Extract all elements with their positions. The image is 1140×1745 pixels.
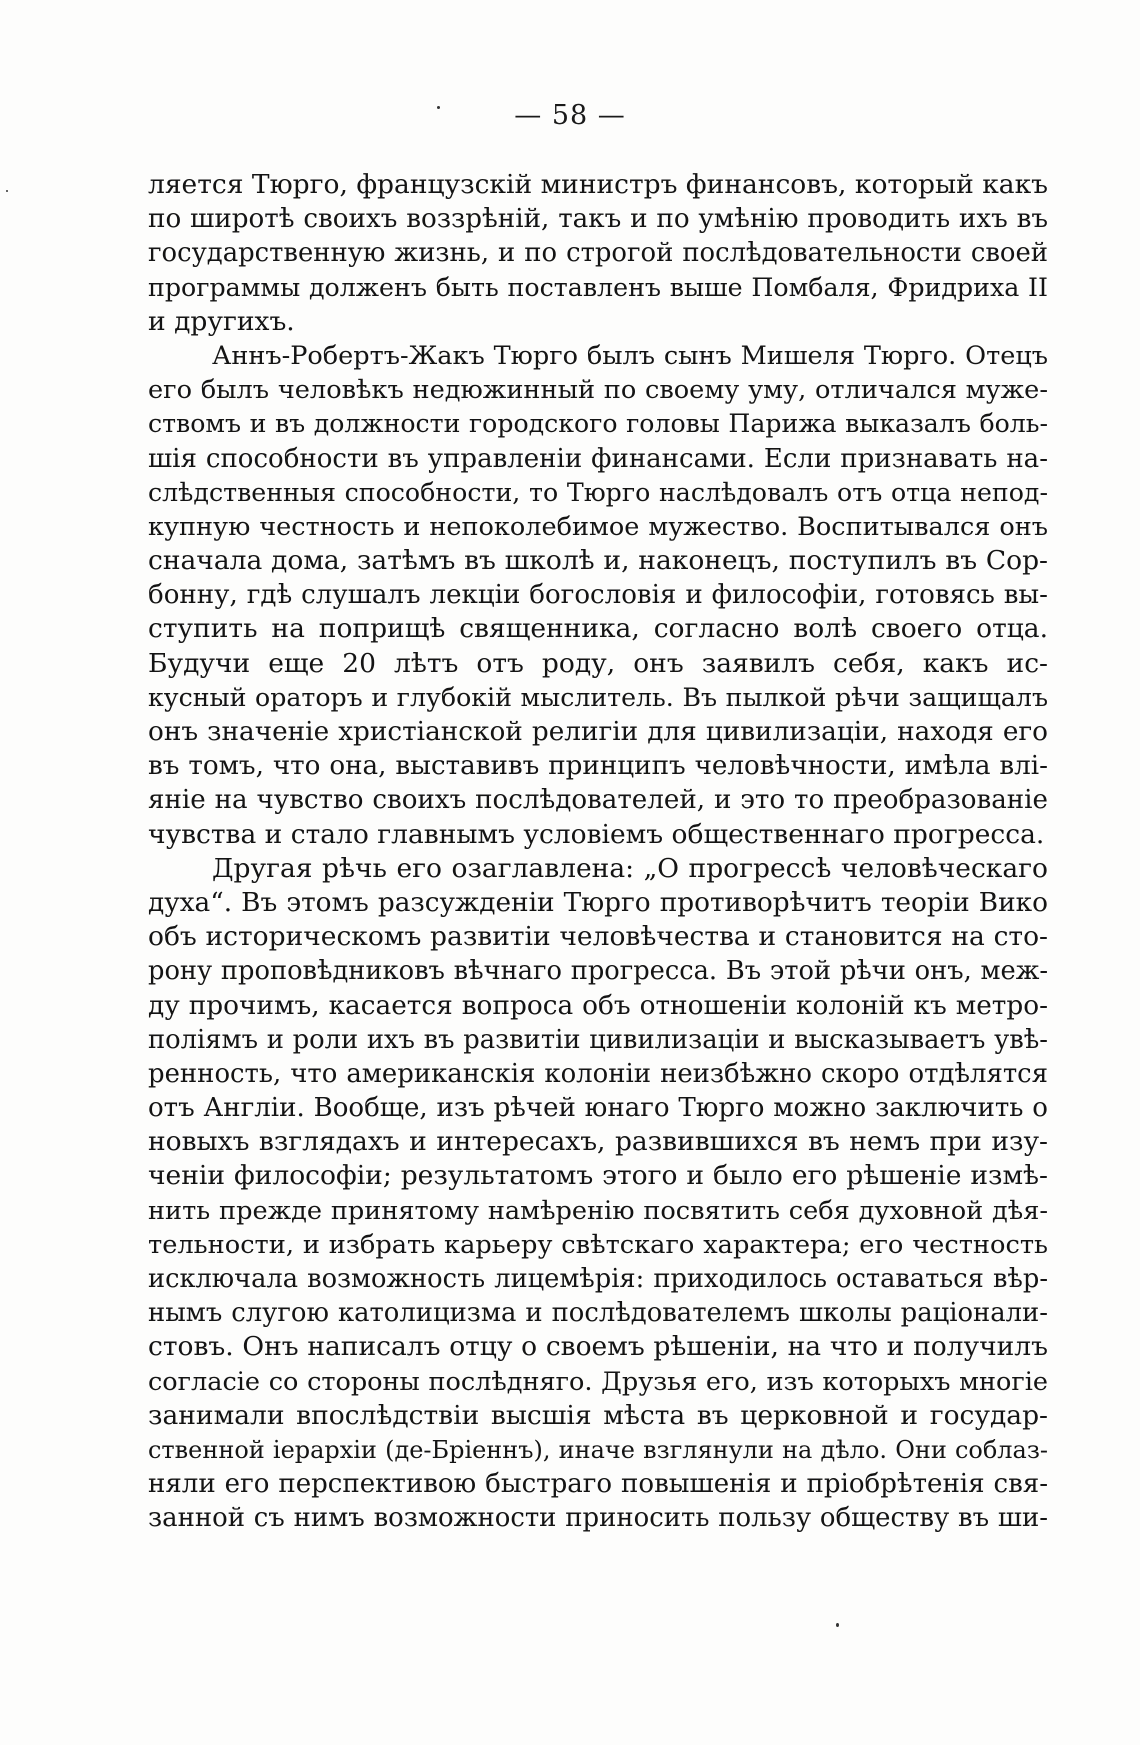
text-line: чувства и стало главнымъ условіемъ общественнаго прогресса. xyxy=(148,818,1045,850)
text-line: яніе на чувство своихъ послѣдователей, и это то преобразованіе xyxy=(148,785,1048,816)
text-line: занной съ нимъ возможности приносить пользу обществу въ ши- xyxy=(148,1503,1048,1534)
text-line: ду прочимъ, касается вопроса объ отношеніи колоній къ метро- xyxy=(148,990,1048,1021)
text-line: онъ значеніе христіанской религіи для цивилизаціи, находя его xyxy=(148,717,1048,747)
text-line: нымъ слугою католицизма и послѣдователемъ школы раціонали- xyxy=(148,1298,1048,1329)
text-line: нить прежде принятому намѣренію посвятить себя духовной дѣя- xyxy=(148,1195,1048,1226)
text-line: Аннъ-Робертъ-Жакъ Тюрго былъ сынъ Мишеля Тюрго. Отецъ xyxy=(212,340,1048,371)
text-line: программы долженъ быть поставленъ выше Помбаля, Фридриха II xyxy=(148,272,1048,302)
text-line: новыхъ взглядахъ и интересахъ, развившихся въ немъ при изу- xyxy=(148,1126,1048,1158)
paragraph-3 xyxy=(148,852,1048,1536)
text-line: купную честность и непоколебимое мужество. Воспитывался онъ xyxy=(148,511,1048,542)
ink-speck xyxy=(437,106,440,109)
text-line: отъ Англіи. Вообще, изъ рѣчей юнаго Тюрго можно заключить о xyxy=(148,1093,1048,1124)
text-line: тельности, и избрать карьеру свѣтскаго характера; его честность xyxy=(148,1229,1048,1260)
text-line: исключала возможность лицемѣрія: приходилось оставаться вѣр- xyxy=(148,1264,1048,1294)
ink-speck xyxy=(6,190,8,192)
text-line: Другая рѣчь его озаглавлена: „О прогрессѣ человѣческаго xyxy=(212,852,1048,884)
paragraph-1 xyxy=(148,168,1048,339)
text-line: шія способности въ управленіи финансами. Если признавать на- xyxy=(148,443,1048,474)
text-line: государственную жизнь, и по строгой послѣдовательности своей xyxy=(148,238,1048,269)
text-line: объ историческомъ развитіи человѣчества и становится на сто- xyxy=(148,921,1048,953)
text-line: въ томъ, что она, выставивъ принципъ человѣчности, имѣла влі- xyxy=(148,751,1048,782)
text-line: рону проповѣдниковъ вѣчнаго прогресса. Въ этой рѣчи онъ, меж- xyxy=(148,956,1048,987)
text-line: занимали впослѣдствіи высшія мѣста въ церковной и государ- xyxy=(148,1399,1048,1431)
text-line: ренность, что американскія колоніи неизбѣжно скоро отдѣлятся xyxy=(148,1058,1048,1089)
text-line: няли его перспективою быстраго повышенія и пріобрѣтенія свя- xyxy=(148,1469,1048,1500)
text-line: ственной іерархіи (де-Бріеннъ), иначе взглянули на дѣло. Они соблаз- xyxy=(148,1435,1048,1464)
text-line: ченіи философіи; результатомъ этого и было его рѣшеніе измѣ- xyxy=(148,1160,1048,1192)
text-line: слѣдственныя способности, то Тюрго наслѣдовалъ отъ отца непод- xyxy=(148,477,1048,507)
text-line: Будучи еще 20 лѣтъ отъ роду, онъ заявилъ себя, какъ ис- xyxy=(148,647,1048,679)
text-line: бонну, гдѣ слушалъ лекціи богословія и философіи, готовясь вы- xyxy=(148,580,1048,611)
paragraph-2 xyxy=(148,339,1048,852)
text-line: ступить на поприщѣ священника, согласно волѣ своего отца. xyxy=(148,613,1048,645)
text-line: сначала дома, затѣмъ въ школѣ и, наконецъ, поступилъ въ Сор- xyxy=(148,545,1048,577)
text-line: ствомъ и въ должности городского головы Парижа выказалъ боль- xyxy=(148,409,1048,439)
text-line: ляется Тюрго, французскій министръ финансовъ, который какъ xyxy=(148,169,1048,200)
text-line: кусный ораторъ и глубокій мыслитель. Въ пылкой рѣчи защищалъ xyxy=(148,682,1048,712)
text-line: и другихъ. xyxy=(148,305,295,337)
text-line: поліямъ и роли ихъ въ развитіи цивилизаціи и высказываетъ увѣ- xyxy=(148,1024,1048,1055)
body-text xyxy=(148,168,1048,1536)
ink-speck xyxy=(836,1623,839,1627)
page-number: — 58 — xyxy=(514,100,626,131)
text-line: стовъ. Онъ написалъ отцу о своемъ рѣшеніи, на что и получилъ xyxy=(148,1331,1048,1363)
text-line: его былъ человѣкъ недюжинный по своему уму, отличался муже- xyxy=(148,375,1048,406)
text-line: согласіе со стороны послѣдняго. Друзья его, изъ которыхъ многіе xyxy=(148,1366,1048,1397)
text-line: по широтѣ своихъ воззрѣній, такъ и по умѣнію проводить ихъ въ xyxy=(148,204,1048,235)
text-line: духа“. Въ этомъ разсужденіи Тюрго противорѣчитъ теоріи Вико xyxy=(148,887,1048,918)
